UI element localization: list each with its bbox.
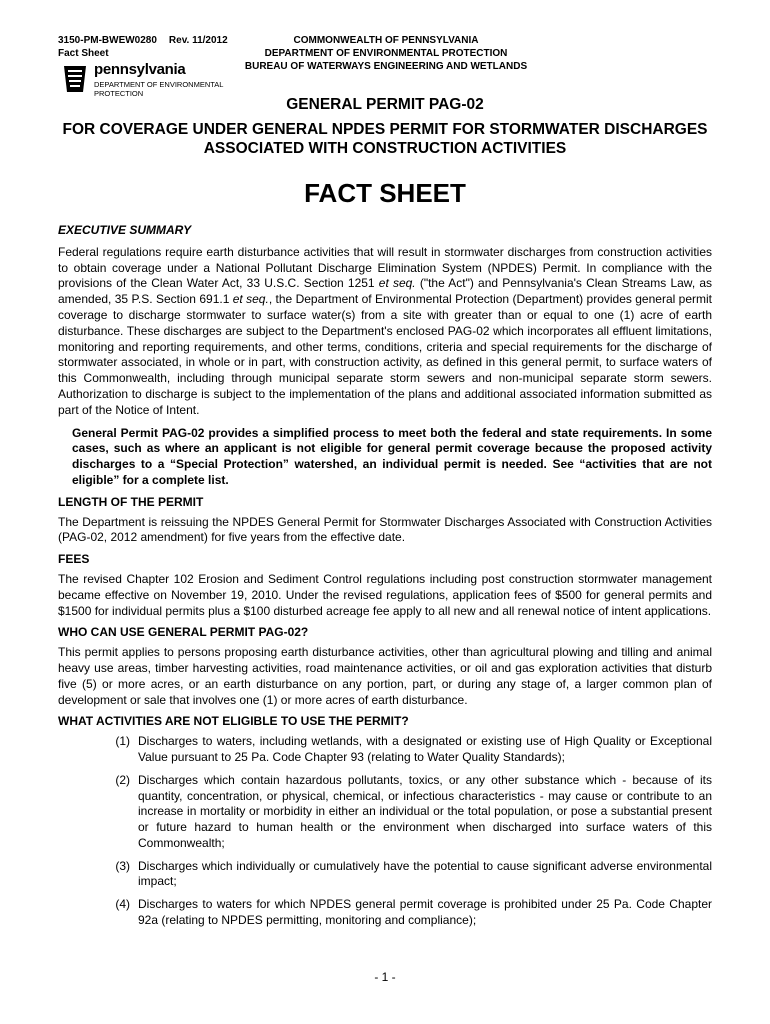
length-body: The Department is reissuing the NPDES General Permit for Stormwater Discharges Associated with Construction Activities (PAG-02, 2012 amendment) for five years from the effective date. bbox=[58, 514, 712, 545]
list-item: (2) Discharges which contain hazardous pollutants, toxics, or any other substance which - because of its quantity, concentration, or physical, chemical, or infectious characteristics - may cause or contribute to an increase in mortality or morbidity in either an individual or the total population, or pose a substantial present or future hazard to human health or the environment when discharged into surface waters of this Commonwealth; bbox=[115, 772, 712, 850]
permit-subtitle: FOR COVERAGE UNDER GENERAL NPDES PERMIT FOR STORMWATER DISCHARGES ASSOCIATED WITH CONSTRUCTION ACTIVITIES bbox=[62, 121, 708, 157]
fees-body: The revised Chapter 102 Erosion and Sediment Control regulations including post construction stormwater management became effective on November 19, 2010. Under the revised regulations, application fees of $500 for general permits and $1500 for individual permits plus a $100 disturbed acreage fee apply to all new and all renewal notice of intent applications. bbox=[58, 571, 712, 618]
keystone-logo-icon bbox=[60, 62, 90, 96]
form-identifier bbox=[58, 34, 240, 60]
doc-type: Fact Sheet bbox=[58, 48, 109, 59]
not-eligible-heading: WHAT ACTIVITIES ARE NOT ELIGIBLE TO USE THE PERMIT? bbox=[58, 714, 409, 729]
pag02-note: General Permit PAG-02 provides a simplified process to meet both the federal and state requirements. In some cases, such as where an applicant is not eligible for general permit coverage because the proposed activity discharges to a “Special Protection” watershed, an individual permit is needed. See “activities that are not eligible” for a complete list. bbox=[72, 425, 712, 487]
who-heading: WHO CAN USE GENERAL PERMIT PAG-02? bbox=[58, 625, 309, 640]
list-item: (4) Discharges to waters for which NPDES general permit coverage is prohibited under 25 Pa. Code Chapter 92a (relating to NPDES permitting, monitoring and compliance); bbox=[115, 897, 712, 928]
list-item: (3) Discharges which individually or cumulatively have the potential to cause significant adverse environmental impact; bbox=[115, 858, 712, 889]
agency-line-2: DEPARTMENT OF ENVIRONMENTAL PROTECTION bbox=[264, 48, 508, 59]
length-heading: LENGTH OF THE PERMIT bbox=[58, 494, 204, 509]
page-number: - 1 - bbox=[374, 970, 396, 984]
fees-heading: FEES bbox=[58, 552, 90, 567]
agency-line-3: BUREAU OF WATERWAYS ENGINEERING AND WETLANDS bbox=[244, 61, 528, 72]
executive-summary-heading: EXECUTIVE SUMMARY bbox=[58, 223, 192, 237]
permit-title: GENERAL PERMIT PAG-02 bbox=[286, 96, 484, 113]
revision-date: Rev. 11/2012 bbox=[168, 35, 228, 46]
fact-sheet-title: FACT SHEET bbox=[304, 178, 466, 208]
document-body bbox=[58, 223, 712, 936]
executive-summary-body: Federal regulations require earth disturbance activities that will result in stormwater discharges from construction activities to obtain coverage under a National Pollutant Discharge Elimination System (NPDES) Permit. In compliance with the provisions of the Clean Water Act, 33 U.S.C. Section 1251 et seq. ("the Act") and Pennsylvania's Clean Streams Law, as amended, 35 P.S. Section 691.1 et seq., the Department of Environmental Protection (Department) provides general permit coverage to discharge stormwater to surface water(s) from a site with greater than or equal to one (1) acre of earth disturbance. These discharges are subject to the Department's enclosed PAG-02 which incorporates all effluent limitations, monitoring and reporting requirements, and other terms, conditions, criteria and special requirements for the discharge of stormwater associated, in whole or in part, with construction activity, as defined in this general permit, to surface waters of this Commonwealth, including through municipal separate storm sewers and non-municipal separate storm sewers. Authorization to discharge is subject to the implementation of the plans and additional associated information submitted as part of the Notice of Intent. bbox=[58, 244, 712, 417]
who-body: This permit applies to persons proposing earth disturbance activities, other than agricultural plowing and tilling and animal heavy use areas, timber harvesting activities, road maintenance activities, or oil and gas exploration activities that disturb five (5) or more acres, or an earth disturbance on any portion, part, or during any stage of, a larger common plan of development or sale that involves one (1) or more acres of earth disturbance. bbox=[58, 645, 712, 707]
logo-brand-text: pennsylvania bbox=[94, 61, 186, 78]
not-eligible-list bbox=[58, 734, 712, 929]
form-code: 3150-PM-BWEW0280 bbox=[58, 35, 157, 46]
logo-dept-text: DEPARTMENT OF ENVIRONMENTAL PROTECTION bbox=[94, 80, 224, 98]
list-item: (1) Discharges to waters, including wetlands, with a designated or existing use of High Quality or Exceptional Value pursuant to 25 Pa. Code Chapter 93 (relating to Water Quality Standards); bbox=[115, 734, 712, 764]
agency-header bbox=[228, 34, 544, 73]
agency-line-1: COMMONWEALTH OF PENNSYLVANIA bbox=[293, 35, 479, 46]
